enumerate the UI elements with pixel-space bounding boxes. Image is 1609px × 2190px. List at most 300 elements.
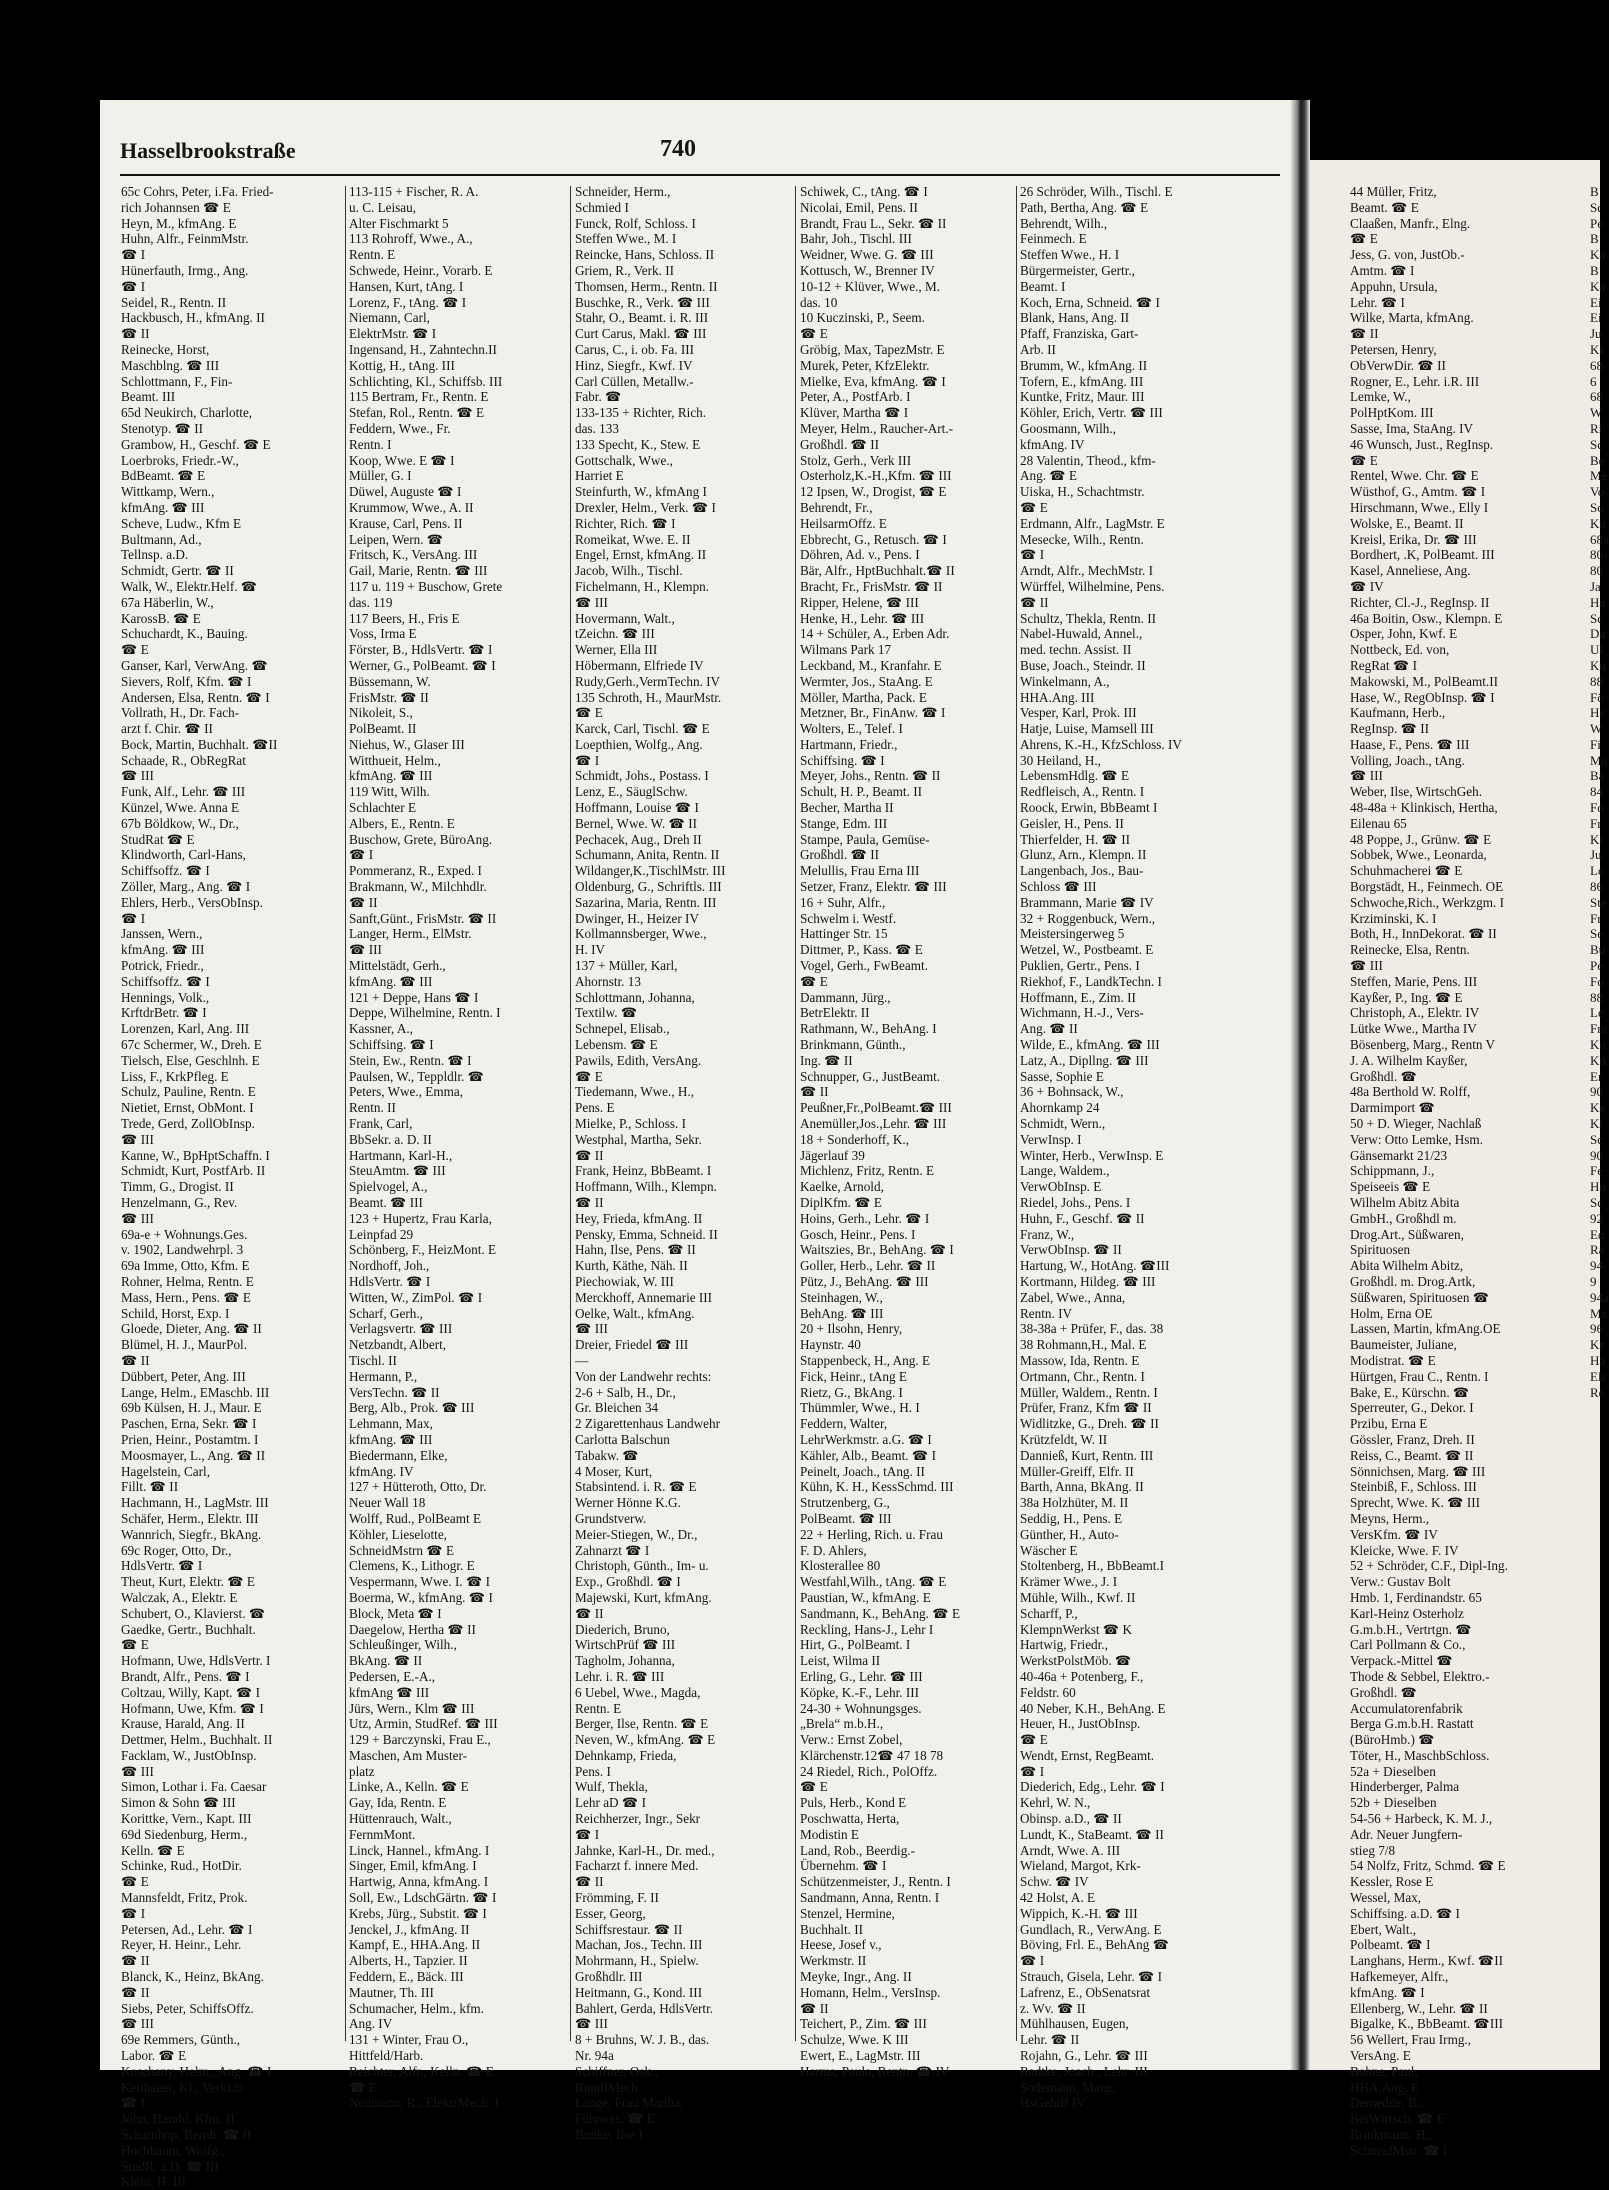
directory-entry-line: Schlottmann, Johanna, xyxy=(575,989,695,1005)
directory-entry-line: Schwede, Heinr., Vorarb. E xyxy=(349,262,493,278)
directory-entry-line: Esser, Georg, xyxy=(575,1905,646,1921)
directory-entry-line: Theut, Kurt, Elektr. ☎ E xyxy=(121,1574,255,1590)
directory-entry-line: Gottschalk, Wwe., xyxy=(575,452,673,468)
directory-entry-line: Moosmayer, L., Ang. ☎ II xyxy=(121,1447,266,1463)
directory-entry-line: Düwel, Auguste ☎ I xyxy=(349,484,462,500)
directory-entry-line: Reinecke, Elsa, Rentn. xyxy=(1350,942,1470,958)
directory-column-5 xyxy=(1020,184,1245,2111)
directory-entry-line: 123 + Hupertz, Frau Karla, xyxy=(349,1210,492,1226)
directory-entry-line: Thierfelder, H. ☎ II xyxy=(1020,831,1130,847)
directory-entry-line: Rentn. IV xyxy=(1020,1305,1073,1321)
directory-entry-line: kfmAng. ☎ III xyxy=(349,1431,433,1447)
directory-entry-fragment: Ho xyxy=(1590,1179,1606,1195)
directory-entry-fragment: Els xyxy=(1590,1368,1607,1384)
directory-entry-line: Neuer Wall 18 xyxy=(349,1495,426,1511)
directory-entry-line: 46a Boitin, Osw., Klempn. E xyxy=(1350,610,1503,626)
directory-entry-line: 52b + Dieselben xyxy=(1350,1795,1437,1811)
directory-entry-line: Dammann, Jürg., xyxy=(800,989,891,1005)
directory-entry-line: 65c Cohrs, Peter, i.Fa. Fried- xyxy=(121,184,274,199)
directory-entry-line: Ahornstr. 13 xyxy=(575,973,641,989)
directory-entry-line: 69a-e + Wohnungs.Ges. xyxy=(121,1226,248,1242)
directory-entry-line: Curt Carus, Makl. ☎ III xyxy=(575,326,707,342)
directory-entry-line: Gaedke, Gertr., Buchhalt. xyxy=(121,1621,256,1637)
directory-entry-line: ☎ III xyxy=(121,1210,154,1226)
directory-entry-line: Großhdl. ☎ xyxy=(1350,1684,1417,1700)
directory-entry-line: 28 Valentin, Theod., kfm- xyxy=(1020,452,1156,468)
directory-entry-line: Peters, Wwe., Emma, xyxy=(349,1084,464,1100)
directory-entry-line: 113-115 + Fischer, R. A. xyxy=(349,184,479,199)
directory-entry-line: Wichmann, H.-J., Vers- xyxy=(1020,1005,1144,1021)
directory-entry-line: 113 Rohroff, Wwe., A., xyxy=(349,231,473,247)
directory-entry-line: Hartwig, Friedr., xyxy=(1020,1637,1108,1653)
directory-entry-line: WirtschPrüf ☎ III xyxy=(575,1637,676,1653)
directory-entry-line: Adr. Neuer Jungfern- xyxy=(1350,1826,1463,1842)
page-number: 740 xyxy=(660,136,696,162)
directory-entry-line: Heuer, H., JustObInsp. xyxy=(1020,1716,1141,1732)
directory-entry-line: Dreier, Friedel ☎ III xyxy=(575,1337,689,1353)
directory-entry-line: Korittke, Vern., Kapt. III xyxy=(121,1811,252,1827)
directory-entry-line: ☎ E xyxy=(121,642,149,658)
directory-entry-line: Kühn, K. H., KessSchmd. III xyxy=(800,1479,954,1495)
directory-entry-fragment: W xyxy=(1590,405,1603,421)
directory-entry-line: Widlitzke, G., Dreh. ☎ II xyxy=(1020,1416,1159,1432)
directory-entry-line: Wilmans Park 17 xyxy=(800,642,892,658)
directory-entry-line: Scheve, Ludw., Kfm E xyxy=(121,515,242,531)
directory-entry-line: Voss, Irma E xyxy=(349,626,417,642)
directory-entry-line: Hatje, Luise, Mamsell III xyxy=(1020,721,1154,737)
directory-entry-line: 14 + Schüler, A., Erben Adr. xyxy=(800,626,950,642)
directory-entry-line: Brandt, Frau L., Sekr. ☎ II xyxy=(800,215,947,231)
directory-entry-line: Schild, Horst, Exp. I xyxy=(121,1305,230,1321)
directory-entry-line: Strauch, Gisela, Lehr. ☎ I xyxy=(1020,1969,1163,1985)
directory-entry-line: Pens. E xyxy=(575,1100,615,1116)
directory-entry-line: 24 Riedel, Rich., PolOffz. xyxy=(800,1763,938,1779)
directory-entry-line: Lehr aD ☎ I xyxy=(575,1795,646,1811)
directory-entry-line: Kaelke, Arnold, xyxy=(800,1179,884,1195)
directory-entry-line: Stoltenberg, H., BbBeamt.I xyxy=(1020,1558,1165,1574)
directory-entry-line: 121 + Deppe, Hans ☎ I xyxy=(349,989,479,1005)
directory-entry-fragment: Ke xyxy=(1590,1100,1606,1116)
directory-entry-line: Ahrens, K.-H., KfzSchloss. IV xyxy=(1020,736,1182,752)
directory-entry-line: ☎ III xyxy=(121,1763,154,1779)
directory-entry-line: RegRat ☎ I xyxy=(1350,657,1417,673)
directory-entry-line: 26 Schröder, Wilh., Tischl. E xyxy=(1020,184,1173,199)
directory-entry-line: Leipen, Wern. ☎ xyxy=(349,531,444,547)
directory-entry-line: BbSekr. a. D. II xyxy=(349,1131,432,1147)
directory-entry-line: 20 + Ilsohn, Henry, xyxy=(800,1321,903,1337)
directory-entry-line: Anemüller,Jos.,Lehr. ☎ III xyxy=(800,1116,947,1132)
directory-entry-line: 16 + Suhr, Alfr., xyxy=(800,894,886,910)
directory-entry-line: Boerma, W., kfmAng. ☎ I xyxy=(349,1589,493,1605)
directory-entry-line: Fuhrwes. ☎ E xyxy=(575,2111,655,2127)
directory-entry-line: Töter, H., MaschbSchloss. xyxy=(1350,1747,1490,1763)
directory-entry-line: Stampe, Paula, Gemüse- xyxy=(800,831,930,847)
directory-entry-line: Nottbeck, Ed. von, xyxy=(1350,642,1450,658)
directory-entry-line: ☎ III xyxy=(349,942,382,958)
directory-entry-line: Hansen, Kurt, tAng. I xyxy=(349,278,464,294)
directory-entry-line: FrisMstr. ☎ II xyxy=(349,689,429,705)
directory-entry-line: Tischl. II xyxy=(349,1352,397,1368)
directory-entry-line: Hoins, Gerh., Lehr. ☎ I xyxy=(800,1210,930,1226)
directory-entry-line: Prien, Heinr., Postamtm. I xyxy=(121,1431,259,1447)
directory-entry-line: Seddig, H., Pens. E xyxy=(1020,1510,1123,1526)
directory-entry-line: Fillt. ☎ II xyxy=(121,1479,179,1495)
directory-entry-line: Pütz, J., BehAng. ☎ III xyxy=(800,1273,929,1289)
directory-entry-line: Harms, Paula, Rentn. ☎ IV xyxy=(800,2063,950,2079)
directory-entry-line: Hartwig, Anna, kfmAng. I xyxy=(349,1874,489,1890)
directory-entry-fragment: Fo xyxy=(1590,800,1604,816)
directory-entry-line: Carlotta Balschun xyxy=(575,1431,670,1447)
directory-entry-fragment: Ed xyxy=(1590,1226,1605,1242)
directory-entry-line: Baumeister, Juliane, xyxy=(1350,1337,1457,1353)
directory-entry-line: Fichelmann, H., Klempn. xyxy=(575,578,710,594)
directory-entry-line: Block, Meta ☎ I xyxy=(349,1605,442,1621)
directory-entry-line: stieg 7/8 xyxy=(1350,1842,1396,1858)
directory-entry-line: Hey, Frieda, kfmAng. II xyxy=(575,1210,703,1226)
directory-entry-line: Blank, Hans, Ang. II xyxy=(1020,310,1130,326)
directory-entry-line: Makowski, M., PolBeamt.II xyxy=(1350,673,1498,689)
directory-entry-line: BetrElektr. II xyxy=(800,1005,870,1021)
directory-entry-line: Machan, Jos., Techn. III xyxy=(575,1937,703,1953)
directory-entry-line: Scharnhop, Bernh. ☎ II xyxy=(121,2127,252,2143)
directory-entry-line: ☎ I xyxy=(121,2095,146,2111)
directory-entry-line: Schlichting, Kl., Schiffsb. III xyxy=(349,373,503,389)
directory-entry-line: Hoffmann, Wilh., Klempn. xyxy=(575,1179,717,1195)
directory-entry-line: SchneidMstrn ☎ E xyxy=(349,1542,455,1558)
directory-entry-line: Brammann, Marie ☎ IV xyxy=(1020,894,1154,910)
directory-entry-line: Brakmann, W., Milchhdlr. xyxy=(349,879,487,895)
directory-entry-line: 135 Schroth, H., MaurMstr. xyxy=(575,689,722,705)
directory-entry-line: Berga G.m.b.H. Rastatt xyxy=(1350,1716,1474,1732)
directory-entry-line: ☎ IV xyxy=(1350,578,1384,594)
directory-entry-line: Claaßen, Manfr., Elng. xyxy=(1350,215,1471,231)
directory-entry-line: Heese, Josef v., xyxy=(800,1937,882,1953)
directory-entry-line: Setzer, Franz, Elektr. ☎ III xyxy=(800,879,947,895)
directory-entry-line: VerwObInsp. ☎ II xyxy=(1020,1242,1122,1258)
directory-entry-line: Bär, Alfr., HptBuchhalt.☎ II xyxy=(800,563,955,579)
directory-entry-line: Mannsfeldt, Fritz, Prok. xyxy=(121,1890,248,1906)
directory-entry-line: 69e Remmers, Günth., xyxy=(121,2032,241,2048)
directory-entry-line: Murek, Peter, KfzElektr. xyxy=(800,357,930,373)
directory-entry-line: Steinhagen, W., xyxy=(800,1289,883,1305)
directory-entry-line: Carl Pollmann & Co., xyxy=(1350,1637,1466,1653)
directory-entry-line: Zöller, Marg., Ang. ☎ I xyxy=(121,879,251,895)
directory-entry-line: Radtke, Joach., Lehr. III xyxy=(1020,2063,1148,2079)
directory-entry-line: Volling, Joach., tAng. xyxy=(1350,752,1465,768)
directory-entry-line: VersTechn. ☎ II xyxy=(349,1384,440,1400)
directory-entry-fragment: B xyxy=(1590,262,1599,278)
directory-entry-line: Meyer, Johs., Rentn. ☎ II xyxy=(800,768,941,784)
directory-entry-line: Schwoche,Rich., Werkzgm. I xyxy=(1350,894,1504,910)
directory-entry-line: Jacob, Wilh., Tischl. xyxy=(575,563,683,579)
directory-entry-line: ☎ I xyxy=(575,752,600,768)
directory-entry-line: Steinfurth, W., kfmAng I xyxy=(575,484,707,500)
directory-entry-line: 8 + Bruhns, W. J. B., das. xyxy=(575,2032,710,2048)
directory-entry-line: Schuhmacherei ☎ E xyxy=(1350,863,1463,879)
directory-entry-line: Lenz, E., SäuglSchw. xyxy=(575,784,688,800)
directory-entry-line: Borgstädt, H., Feinmech. OE xyxy=(1350,879,1504,895)
directory-entry-line: Loerbroks, Friedr.-W., xyxy=(121,452,239,468)
directory-entry-line: Funck, Rolf, Schloss. I xyxy=(575,215,696,231)
directory-entry-line: Carl Cüllen, Metallw.- xyxy=(575,373,694,389)
directory-entry-fragment: Lo xyxy=(1590,863,1605,879)
directory-entry-line: Schützenmeister, J., Rentn. I xyxy=(800,1874,951,1890)
directory-entry-line: das. 119 xyxy=(349,594,393,610)
directory-entry-line: Höbermann, Elfriede IV xyxy=(575,657,704,673)
directory-entry-fragment: 96 xyxy=(1590,1321,1603,1337)
directory-entry-line: ElektrMstr. ☎ I xyxy=(349,326,437,342)
directory-entry-line: 115 Bertram, Fr., Rentn. E xyxy=(349,389,489,405)
directory-entry-line: Meyns, Herm., xyxy=(1350,1510,1430,1526)
book-gutter xyxy=(1290,100,1310,2070)
directory-entry-line: Oelke, Walt., kfmAng. xyxy=(575,1305,695,1321)
directory-entry-line: Lorenzen, Karl, Ang. III xyxy=(121,1021,250,1037)
directory-entry-fragment: 94-9 xyxy=(1590,1258,1608,1289)
directory-entry-line: ☎ I xyxy=(1020,547,1045,563)
directory-entry-line: Lehmann, Max, xyxy=(349,1416,433,1432)
directory-entry-line: Franz, W., xyxy=(1020,1226,1075,1242)
directory-entry-line: Gössler, Franz, Dreh. II xyxy=(1350,1431,1475,1447)
directory-entry-line: Werkmstr. II xyxy=(800,1953,867,1969)
directory-entry-line: HdlsVertr. ☎ I xyxy=(121,1558,203,1574)
directory-entry-line: Schiffsing. ☎ I xyxy=(349,1037,434,1053)
directory-entry-line: Peter, A., PostfArb. I xyxy=(800,389,911,405)
directory-entry-line: Ewert, E., LagMstr. III xyxy=(800,2048,921,2064)
directory-entry-line: 69a Imme, Otto, Kfm. E xyxy=(121,1258,250,1274)
directory-entry-line: Huhn, Alfr., FeinmMstr. xyxy=(121,231,249,247)
directory-entry-line: Homann, Helm., VersInsp. xyxy=(800,1984,941,2000)
directory-entry-fragment: Ju xyxy=(1590,326,1602,342)
directory-entry-line: Diederich, Bruno, xyxy=(575,1621,670,1637)
directory-entry-line: StudRat ☎ E xyxy=(121,831,195,847)
directory-entry-fragment: Ju xyxy=(1590,847,1602,863)
directory-entry-fragment: 80- xyxy=(1590,547,1608,563)
directory-entry-line: das. 133 xyxy=(575,420,619,436)
directory-entry-line: Lehr. ☎ I xyxy=(1350,294,1405,310)
directory-entry-fragment: So xyxy=(1590,499,1604,515)
directory-entry-line: Pensky, Emma, Schneid. II xyxy=(575,1226,718,1242)
directory-entry-line: Lassen, Martin, kfmAng.OE xyxy=(1350,1321,1501,1337)
directory-entry-line: Steffen Wwe., M. I xyxy=(575,231,677,247)
directory-entry-line: Rentn. II xyxy=(349,1100,396,1116)
directory-entry-line: Goller, Herb., Lehr. ☎ II xyxy=(800,1258,936,1274)
directory-entry-line: 129 + Barczynski, Frau E., xyxy=(349,1732,491,1748)
directory-entry-line: 18 + Sonderhoff, K., xyxy=(800,1131,910,1147)
directory-entry-line: das. 10 xyxy=(800,294,838,310)
directory-entry-line: ☎ E xyxy=(800,326,828,342)
directory-entry-line: Haynstr. 40 xyxy=(800,1337,861,1353)
directory-entry-line: Path, Bertha, Ang. ☎ E xyxy=(1020,199,1149,215)
directory-entry-line: Brinkmann, Günth., xyxy=(800,1037,906,1053)
directory-entry-line: Wieland, Margot, Krk- xyxy=(1020,1858,1141,1874)
directory-entry-line: Schmidt, Gertr. ☎ II xyxy=(121,563,234,579)
directory-entry-fragment: Fi xyxy=(1590,736,1601,752)
directory-entry-line: SchneidMstr. ☎ I xyxy=(1350,2142,1448,2158)
directory-entry-line: Uiska, H., Schachtmstr. xyxy=(1020,484,1145,500)
directory-entry-line: Haase, F., Pens. ☎ III xyxy=(1350,736,1470,752)
directory-entry-line: Feddern, Wwe., Fr. xyxy=(349,420,451,436)
directory-entry-line: platz xyxy=(349,1763,375,1779)
directory-entry-line: Buse, Joach., Steindr. II xyxy=(1020,657,1146,673)
directory-entry-line: Sasse, Sophie E xyxy=(1020,1068,1104,1084)
directory-entry-line: 4 Moser, Kurt, xyxy=(575,1463,653,1479)
directory-entry-line: Ing. ☎ II xyxy=(800,1052,853,1068)
directory-entry-line: Rentn. E xyxy=(575,1700,622,1716)
directory-entry-line: kfmAng. ☎ III xyxy=(121,499,205,515)
directory-entry-line: H. IV xyxy=(575,942,606,958)
directory-entry-line: Modistrat. ☎ E xyxy=(1350,1352,1436,1368)
directory-entry-line: Schäfer, Herm., Elektr. III xyxy=(121,1510,259,1526)
directory-entry-line: Westfahl,Wilh., tAng. ☎ E xyxy=(800,1574,947,1590)
directory-entry-line: Brandt, Alfr., Pens. ☎ I xyxy=(121,1668,250,1684)
directory-entry-line: Accumulatorenfabrik xyxy=(1350,1700,1463,1716)
directory-entry-line: ☎ II xyxy=(800,1084,829,1100)
directory-entry-line: Schlottmann, F., Fin- xyxy=(121,373,233,389)
directory-entry-line: 52a + Dieselben xyxy=(1350,1763,1436,1779)
directory-entry-line: Werner, G., PolBeamt. ☎ I xyxy=(349,657,496,673)
directory-entry-line: Kasel, Anneliese, Ang. xyxy=(1350,563,1471,579)
directory-entry-line: Stabsintend. i. R. ☎ E xyxy=(575,1479,697,1495)
directory-entry-line: Würffel, Wilhelmine, Pens. xyxy=(1020,578,1165,594)
directory-entry-line: ☎ II xyxy=(121,326,150,342)
directory-entry-line: Karl-Heinz Osterholz xyxy=(1350,1605,1464,1621)
directory-entry-line: Schultz, Thekla, Rentn. II xyxy=(1020,610,1156,626)
directory-entry-line: Schmidt, Wern., xyxy=(1020,1116,1106,1132)
directory-entry-line: Albers, E., Rentn. E xyxy=(349,815,455,831)
directory-entry-line: Siebs, Peter, SchiffsOffz. xyxy=(121,2000,254,2016)
directory-entry-line: Arndt, Alfr., MechMstr. I xyxy=(1020,563,1153,579)
directory-entry-line: Puklien, Gertr., Pens. I xyxy=(1020,958,1140,974)
directory-entry-line: Krützfeldt, W. II xyxy=(1020,1431,1108,1447)
directory-entry-line: Feddern, E., Bäck. III xyxy=(349,1969,464,1985)
directory-entry-line: Eilenau 65 xyxy=(1350,815,1407,831)
directory-entry-line: med. techn. Assist. II xyxy=(1020,642,1132,658)
directory-entry-line: Walk, W., Elektr.Helf. ☎ xyxy=(121,578,258,594)
directory-entry-line: tZeichn. ☎ III xyxy=(575,626,655,642)
directory-entry-line: Walczak, A., Elektr. E xyxy=(121,1589,238,1605)
directory-entry-line: 36 + Bohnsack, W., xyxy=(1020,1084,1124,1100)
directory-entry-line: Gosch, Heinr., Pens. I xyxy=(800,1226,916,1242)
directory-entry-line: ☎ E xyxy=(121,1874,149,1890)
directory-entry-line: WerkstPolstMöb. ☎ xyxy=(1020,1653,1132,1669)
directory-entry-fragment: Fo xyxy=(1590,973,1604,989)
directory-entry-line: Schneider, Herm., xyxy=(575,184,671,199)
directory-entry-line: Großhdl. ☎ II xyxy=(800,847,880,863)
directory-entry-line: kfmAng. IV xyxy=(1020,436,1085,452)
directory-entry-line: Brinkmann, H., xyxy=(1350,2127,1433,2143)
directory-entry-line: Scharff, P., xyxy=(1020,1605,1078,1621)
directory-entry-line: Behrendt, Fr., xyxy=(800,499,873,515)
directory-entry-line: DiplKfm. ☎ E xyxy=(800,1195,882,1210)
directory-entry-line: HHA.Ang. E xyxy=(1350,2079,1420,2095)
directory-entry-line: 69c Roger, Otto, Dr., xyxy=(121,1542,232,1558)
directory-entry-line: PolBeamt. II xyxy=(349,721,417,737)
directory-entry-line: Dernedde, B., xyxy=(1350,2095,1424,2111)
directory-entry-line: Lorenz, F., tAng. ☎ I xyxy=(349,294,467,310)
directory-entry-line: Blanck, K., Heinz, BkAng. xyxy=(121,1969,264,1985)
directory-entry-line: Wermter, Jos., StaAng. E xyxy=(800,673,933,689)
directory-entry-line: Westphal, Martha, Sekr. xyxy=(575,1131,702,1147)
directory-entry-fragment: Ku xyxy=(1590,1037,1606,1053)
directory-entry-line: Zabel, Wwe., Anna, xyxy=(1020,1289,1126,1305)
directory-entry-line: Karck, Carl, Tischl. ☎ E xyxy=(575,721,710,737)
directory-entry-line: 127 + Hütteroth, Otto, Dr. xyxy=(349,1479,487,1495)
column-divider xyxy=(1016,186,1017,2041)
directory-entry-line: Ehlers, Herb., VersObInsp. xyxy=(121,894,263,910)
directory-entry-line: Schulz, Pauline, Rentn. E xyxy=(121,1084,256,1100)
directory-entry-line: Köhler, Lieselotte, xyxy=(349,1526,447,1542)
directory-entry-line: Sönnichsen, Marg. ☎ III xyxy=(1350,1463,1486,1479)
directory-entry-line: Reincke, Hans, Schloss. II xyxy=(575,247,715,263)
directory-entry-line: PolBeamt. ☎ III xyxy=(800,1510,892,1526)
directory-entry-line: rich Johannsen ☎ E xyxy=(121,199,231,215)
directory-entry-line: Süßwaren, Spirituosen ☎ xyxy=(1350,1289,1490,1305)
right-page-column xyxy=(1350,184,1609,2158)
directory-entry-line: Möller, Martha, Pack. E xyxy=(800,689,927,705)
directory-entry-line: Thümmler, Wwe., H. I xyxy=(800,1400,920,1416)
directory-entry-line: — xyxy=(575,1352,589,1368)
directory-entry-line: Koch, Erna, Schneid. ☎ I xyxy=(1020,294,1160,310)
directory-entry-line: Feldstr. 60 xyxy=(1020,1684,1076,1700)
directory-entry-fragment: Er xyxy=(1590,1068,1603,1084)
directory-entry-line: Funk, Alf., Lehr. ☎ III xyxy=(121,784,246,800)
directory-entry-line: ☎ II xyxy=(575,1195,604,1210)
directory-entry-line: ☎ E xyxy=(1020,1732,1048,1748)
directory-entry-line: Ang. IV xyxy=(349,2016,393,2032)
directory-entry-line: Lehr. i. R. ☎ III xyxy=(575,1668,665,1684)
directory-entry-line: Lundt, K., StaBeamt. ☎ II xyxy=(1020,1826,1164,1842)
directory-entry-line: Ang. ☎ E xyxy=(1020,468,1078,484)
directory-entry-line: Von der Landwehr rechts: xyxy=(575,1368,712,1384)
directory-entry-line: Hartmann, Friedr., xyxy=(800,736,898,752)
directory-entry-line: Wüsthof, G., Amtm. ☎ I xyxy=(1350,484,1486,500)
directory-entry-line: Linke, A., Kelln. ☎ E xyxy=(349,1779,469,1795)
directory-entry-line: KarossB. ☎ E xyxy=(121,610,201,626)
directory-entry-line: Schwelm i. Westf. xyxy=(800,910,897,926)
directory-entry-line: 2-6 + Salb, H., Dr., xyxy=(575,1384,676,1400)
directory-entry-line: Hermann, P., xyxy=(349,1368,418,1384)
directory-entry-line: Hovermann, Walt., xyxy=(575,610,675,626)
directory-entry-fragment: 86 xyxy=(1590,879,1603,895)
directory-entry-line: Tiedemann, Wwe., H., xyxy=(575,1084,695,1100)
directory-entry-line: 32 + Roggenbuck, Wern., xyxy=(1020,910,1156,926)
directory-entry-line: Schulze, Wwe. K III xyxy=(800,2032,909,2048)
directory-entry-fragment: Kr xyxy=(1590,1337,1604,1353)
directory-entry-line: Schmidt, Johs., Postass. I xyxy=(575,768,709,784)
directory-entry-line: Romeikat, Wwe. E. II xyxy=(575,531,691,547)
directory-entry-line: 67a Häberlin, W., xyxy=(121,594,214,610)
directory-entry-line: Wulf, Thekla, xyxy=(575,1779,648,1795)
directory-entry-line: Amtm. ☎ I xyxy=(1350,262,1415,278)
directory-entry-line: Nabel-Huwald, Annel., xyxy=(1020,626,1143,642)
directory-entry-line: Weidner, Wwe. G. ☎ III xyxy=(800,247,934,263)
directory-entry-line: Vesper, Karl, Prok. III xyxy=(1020,705,1137,721)
directory-entry-line: Seidel, R., Rentn. II xyxy=(121,294,227,310)
directory-entry-line: Geisler, H., Pens. II xyxy=(1020,815,1124,831)
directory-entry-line: LebensmHdlg. ☎ E xyxy=(1020,768,1130,784)
directory-entry-line: Simon, Lothar i. Fa. Caesar xyxy=(121,1779,267,1795)
directory-entry-line: Rietz, G., BkAng. I xyxy=(800,1384,903,1400)
directory-entry-line: Ingensand, H., Zahntechn.II xyxy=(349,341,497,357)
directory-entry-line: 67b Böldkow, W., Dr., xyxy=(121,815,239,831)
directory-entry-line: kfmAng. ☎ III xyxy=(349,768,433,784)
directory-entry-fragment: 88 xyxy=(1590,989,1603,1005)
directory-entry-line: Kähler, Alb., Beamt. ☎ I xyxy=(800,1447,937,1463)
directory-entry-line: Meier-Stiegen, W., Dr., xyxy=(575,1526,698,1542)
directory-entry-line: Rudy,Gerh.,VermTechn. IV xyxy=(575,673,721,689)
directory-entry-line: Mittelstädt, Gerh., xyxy=(349,958,446,974)
directory-entry-line: Hachmann, H., LagMstr. III xyxy=(121,1495,269,1511)
